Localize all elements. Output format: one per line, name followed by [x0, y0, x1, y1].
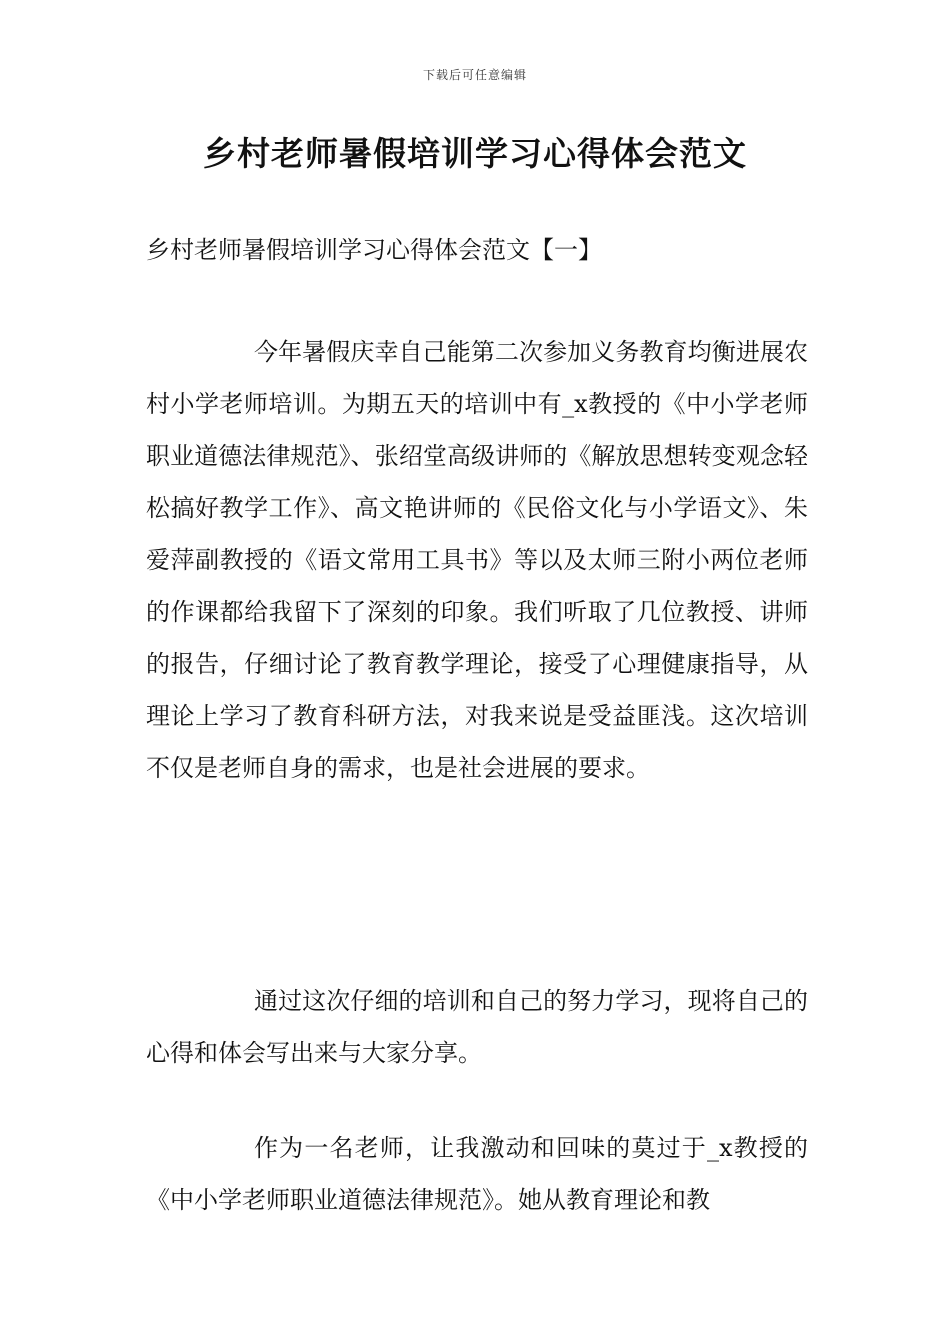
document-title: 乡村老师暑假培训学习心得体会范文 — [203, 134, 747, 173]
page-header-note: 下载后可任意编辑 — [422, 68, 527, 82]
section-heading: 乡村老师暑假培训学习心得体会范文【一】 — [146, 236, 602, 264]
body-paragraph-1: 今年暑假庆幸自己能第二次参加义务教育均衡进展农村小学老师培训。为期五天的培训中有_x教授的《中小学老师职业道德法律规范》、张绍堂高级讲师的《解放思想转变观念轻松搞好教学工作》、高文艳讲师的《民俗文化与小学语文》、朱爱萍副教授的《语文常用工具书》等以及太师三附小两位老师的作课都给我留下了深刻的印象。我们听取了几位教授、讲师的报告，仔细讨论了教育教学理论，接受了心理健康指导，从理论上学习了教育科研方法，对我来说是受益匪浅。这次培训不仅是老师自身的需求，也是社会进展的要求。 — [146, 338, 808, 782]
body-paragraph-2: 通过这次仔细的培训和自己的努力学习，现将自己的心得和体会写出来与大家分享。 — [146, 987, 808, 1067]
body-paragraph-3: 作为一名老师，让我激动和回味的莫过于_x教授的《中小学老师职业道德法律规范》。她从教育理论和教 — [146, 1134, 808, 1214]
